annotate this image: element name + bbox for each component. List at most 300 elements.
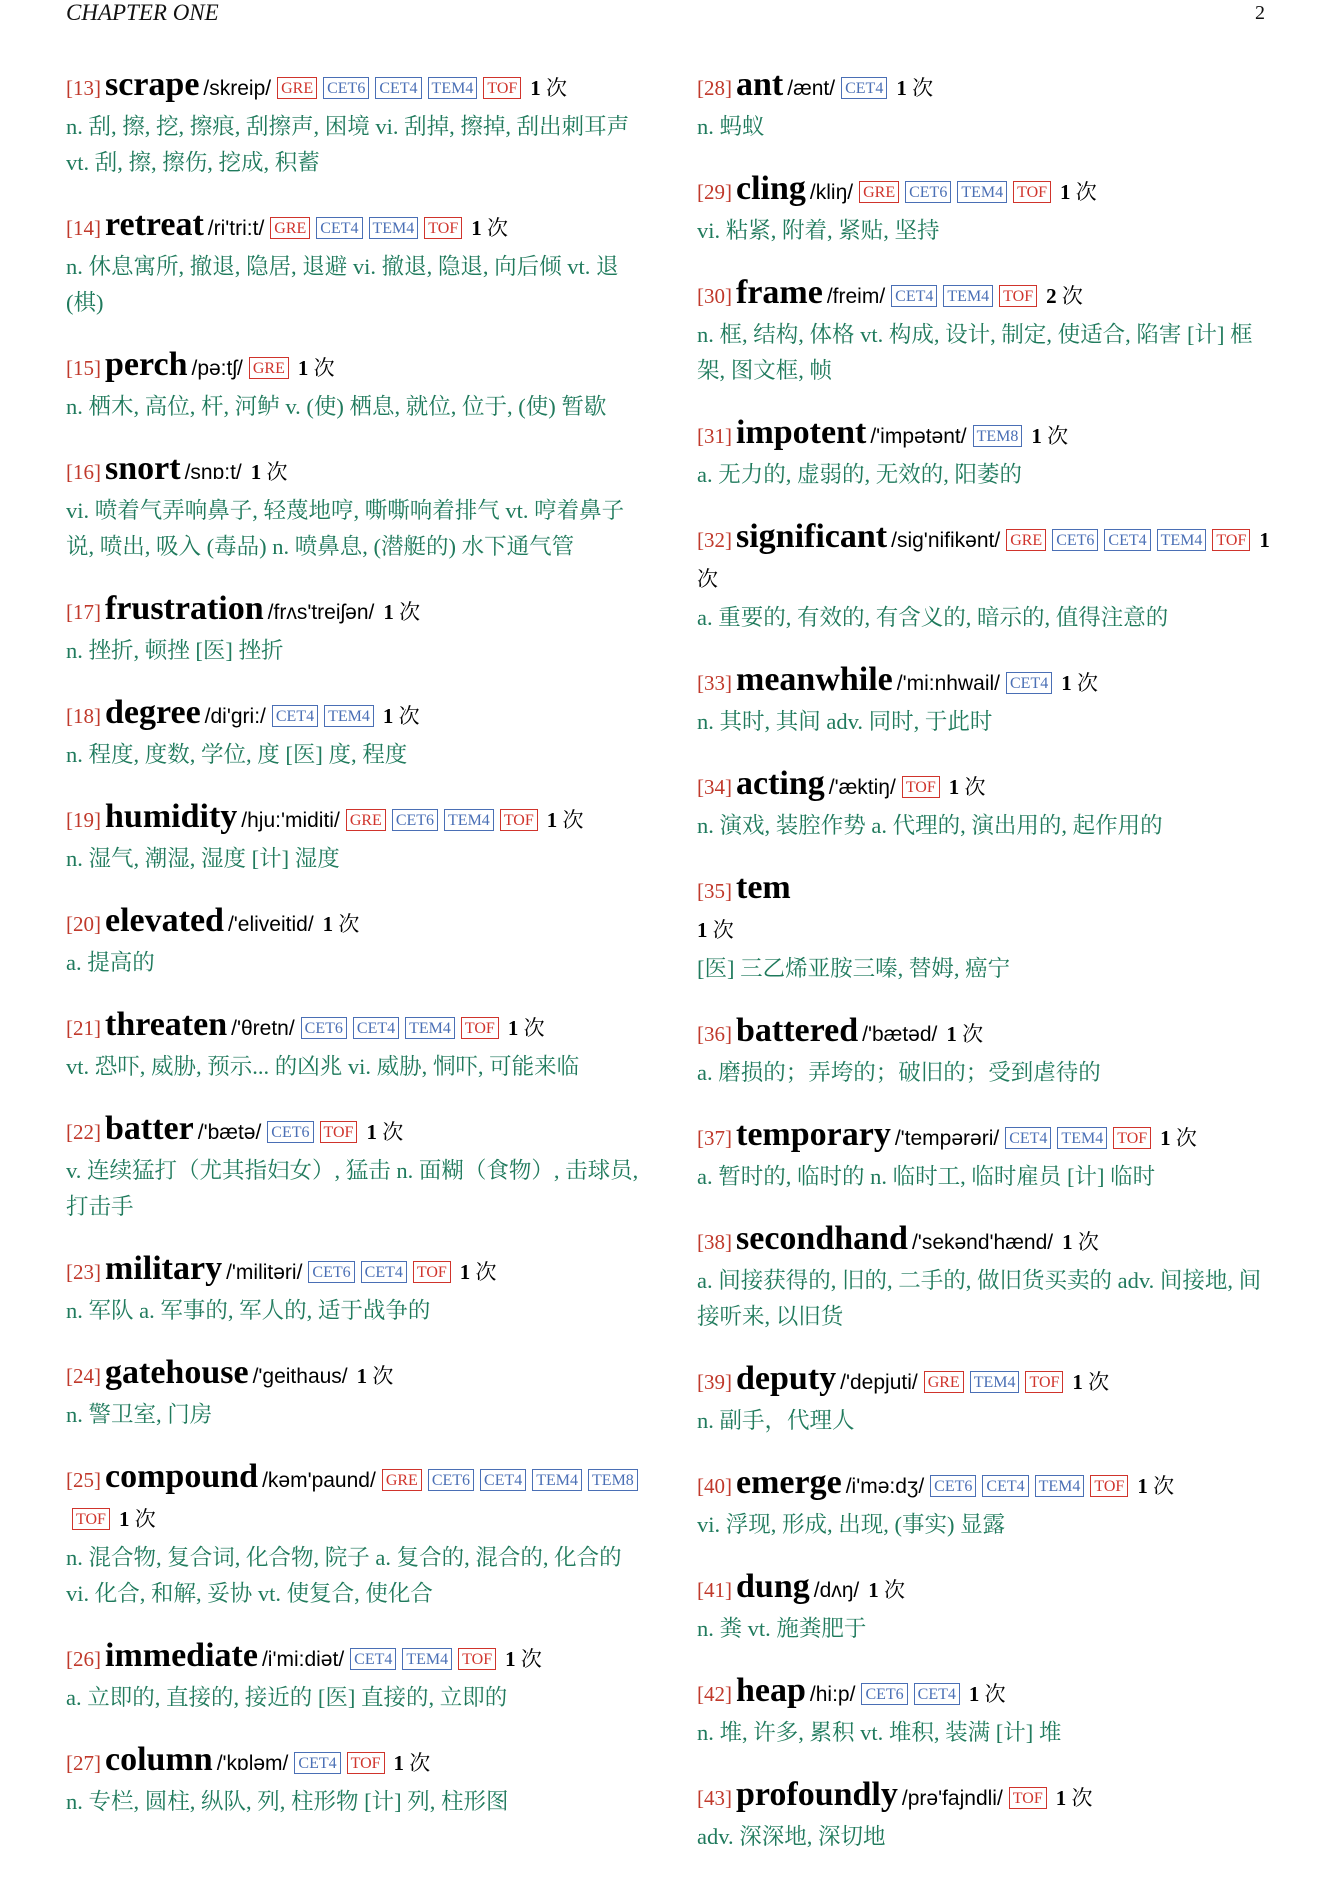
vocab-entry bbox=[697, 869, 1277, 987]
exam-tag-cet6: CET6 bbox=[428, 1469, 474, 1491]
entry-number: [14] bbox=[66, 216, 101, 240]
exam-tag-gre: GRE bbox=[277, 77, 317, 99]
occurrence-count bbox=[383, 600, 420, 624]
vocab-entry bbox=[66, 1741, 646, 1820]
count-number: 1 bbox=[968, 1682, 980, 1706]
phonetic: /'sekənd'hænd/ bbox=[911, 1231, 1054, 1254]
phonetic: /freim/ bbox=[826, 285, 886, 308]
vocab-entry bbox=[697, 661, 1277, 740]
phonetic: /pə:tʃ/ bbox=[191, 357, 243, 380]
entry-number: [31] bbox=[697, 424, 732, 448]
phonetic: /'bætəd/ bbox=[862, 1023, 938, 1046]
phonetic: /snɒ:t/ bbox=[184, 461, 242, 484]
count-number: 1 bbox=[118, 1507, 130, 1531]
headword: humidity bbox=[105, 798, 238, 835]
exam-tag-cet4: CET4 bbox=[316, 217, 362, 239]
count-number: 1 bbox=[1259, 528, 1270, 552]
entry-head bbox=[697, 1464, 1277, 1507]
count-unit: 次 bbox=[338, 912, 360, 936]
headword: ant bbox=[736, 66, 784, 103]
headword: acting bbox=[736, 765, 825, 802]
headword: elevated bbox=[105, 902, 224, 939]
exam-tag-cet4: CET4 bbox=[841, 77, 887, 99]
entry-head bbox=[66, 1110, 646, 1153]
vocab-entry bbox=[66, 1110, 646, 1225]
headword: snort bbox=[105, 450, 181, 487]
exam-tag-cet6: CET6 bbox=[308, 1261, 354, 1283]
definition: a. 磨损的；弄垮的；破旧的；受到虐待的 bbox=[697, 1060, 1101, 1085]
entry-number: [22] bbox=[66, 1120, 101, 1144]
entry-number: [16] bbox=[66, 460, 101, 484]
count-unit: 次 bbox=[266, 460, 288, 484]
entry-number: [24] bbox=[66, 1364, 101, 1388]
occurrence-count bbox=[298, 356, 335, 380]
exam-tag-cet4: CET4 bbox=[350, 1648, 396, 1670]
definition: vi. 浮现, 形成, 出现, (事实) 显露 bbox=[697, 1512, 1006, 1537]
exam-tag-gre: GRE bbox=[382, 1469, 422, 1491]
exam-tag-tem4: TEM4 bbox=[943, 285, 993, 307]
exam-tag-cet4: CET4 bbox=[353, 1017, 399, 1039]
entry-number: [20] bbox=[66, 912, 101, 936]
count-unit: 次 bbox=[134, 1507, 156, 1531]
exam-tag-tof: TOF bbox=[1025, 1371, 1063, 1393]
vocab-entry bbox=[66, 1354, 646, 1433]
definition: n. 混合物, 复合词, 化合物, 院子 a. 复合的, 混合的, 化合的 vi. 化合, 和解, 妥协 vt. 使复合, 使化合 bbox=[66, 1545, 622, 1606]
entry-number: [32] bbox=[697, 528, 732, 552]
entry-head bbox=[66, 1637, 646, 1680]
exam-tag-tof: TOF bbox=[483, 77, 521, 99]
vocab-entry bbox=[697, 765, 1277, 844]
entry-head bbox=[697, 274, 1277, 317]
headword: temporary bbox=[736, 1116, 891, 1153]
vocab-entry bbox=[66, 1250, 646, 1329]
exam-tag-cet4: CET4 bbox=[982, 1475, 1028, 1497]
count-unit: 次 bbox=[912, 76, 934, 100]
exam-tag-gre: GRE bbox=[1006, 529, 1046, 551]
definition: n. 粪 vt. 施粪肥于 bbox=[697, 1616, 867, 1641]
headword: column bbox=[105, 1741, 213, 1778]
headword: tem bbox=[736, 869, 791, 906]
vocab-entry bbox=[697, 1220, 1277, 1335]
count-number: 1 bbox=[505, 1647, 516, 1671]
exam-tag-cet4: CET4 bbox=[1005, 1127, 1051, 1149]
phonetic: /'geithaus/ bbox=[252, 1365, 348, 1388]
vocab-entry bbox=[697, 1360, 1277, 1439]
occurrence-count bbox=[1056, 1786, 1093, 1810]
entry-number: [36] bbox=[697, 1022, 732, 1046]
exam-tag-tem4: TEM4 bbox=[532, 1469, 582, 1491]
headword: deputy bbox=[736, 1360, 837, 1397]
count-unit: 次 bbox=[964, 775, 986, 799]
occurrence-count bbox=[1061, 671, 1098, 695]
count-unit: 次 bbox=[486, 216, 508, 240]
entry-number: [27] bbox=[66, 1751, 101, 1775]
exam-tag-gre: GRE bbox=[249, 357, 289, 379]
headword: frustration bbox=[105, 590, 264, 627]
vocab-entry bbox=[66, 1458, 646, 1612]
exam-tag-tem4: TEM4 bbox=[970, 1371, 1020, 1393]
count-number: 1 bbox=[471, 216, 482, 240]
exam-tag-cet6: CET6 bbox=[1052, 529, 1098, 551]
occurrence-count bbox=[323, 912, 360, 936]
entry-number: [37] bbox=[697, 1126, 732, 1150]
occurrence-count bbox=[1072, 1370, 1109, 1394]
exam-tag-tof: TOF bbox=[458, 1648, 496, 1670]
entry-number: [38] bbox=[697, 1230, 732, 1254]
count-number: 1 bbox=[1060, 180, 1071, 204]
definition: v. 连续猛打（尤其指妇女）, 猛击 n. 面糊（食物）, 击球员, 打击手 bbox=[66, 1158, 639, 1219]
phonetic: /'impətənt/ bbox=[870, 425, 967, 448]
occurrence-count bbox=[868, 1578, 905, 1602]
entry-head bbox=[66, 206, 646, 249]
definition: n. 其时, 其间 adv. 同时, 于此时 bbox=[697, 709, 993, 734]
vocab-entry bbox=[66, 590, 646, 669]
definition: n. 程度, 度数, 学位, 度 [医] 度, 程度 bbox=[66, 742, 408, 767]
exam-tag-tem4: TEM4 bbox=[1035, 1475, 1085, 1497]
definition: a. 重要的, 有效的, 有含义的, 暗示的, 值得注意的 bbox=[697, 605, 1169, 630]
headword: profoundly bbox=[736, 1776, 898, 1813]
headword: degree bbox=[105, 694, 201, 731]
count-unit: 次 bbox=[962, 1022, 984, 1046]
count-unit: 次 bbox=[1077, 1230, 1099, 1254]
count-unit: 次 bbox=[409, 1751, 431, 1775]
entry-number: [19] bbox=[66, 808, 101, 832]
phonetic: /'eliveitid/ bbox=[227, 913, 314, 936]
entry-head bbox=[697, 765, 1277, 808]
headword: heap bbox=[736, 1672, 806, 1709]
entry-number: [30] bbox=[697, 284, 732, 308]
exam-tag-gre: GRE bbox=[346, 809, 386, 831]
exam-tag-cet4: CET4 bbox=[1006, 672, 1052, 694]
phonetic: /ænt/ bbox=[787, 77, 836, 100]
entry-head bbox=[66, 590, 646, 633]
occurrence-count bbox=[460, 1260, 497, 1284]
count-unit: 次 bbox=[1153, 1474, 1175, 1498]
phonetic: /di'gri:/ bbox=[204, 705, 266, 728]
headword: emerge bbox=[736, 1464, 842, 1501]
entry-number: [33] bbox=[697, 671, 732, 695]
phonetic: /dʌŋ/ bbox=[813, 1579, 860, 1602]
count-number: 1 bbox=[1055, 1786, 1067, 1810]
count-number: 1 bbox=[948, 775, 960, 799]
exam-tag-cet6: CET6 bbox=[930, 1475, 976, 1497]
count-number: 1 bbox=[896, 76, 907, 100]
entry-head bbox=[66, 1741, 646, 1784]
count-unit: 次 bbox=[697, 567, 718, 591]
entry-number: [13] bbox=[66, 76, 101, 100]
occurrence-count bbox=[1160, 1126, 1197, 1150]
count-number: 1 bbox=[1062, 1230, 1073, 1254]
headword: compound bbox=[105, 1458, 259, 1495]
headword: cling bbox=[736, 170, 806, 207]
occurrence-count bbox=[505, 1647, 542, 1671]
headword: batter bbox=[105, 1110, 194, 1147]
count-number: 1 bbox=[393, 1751, 405, 1775]
definition: [医] 三乙烯亚胺三嗪, 替姆, 癌宁 bbox=[697, 956, 1011, 981]
entry-head bbox=[66, 1250, 646, 1293]
count-unit: 次 bbox=[1075, 180, 1097, 204]
count-unit: 次 bbox=[1076, 671, 1098, 695]
count-unit: 次 bbox=[562, 808, 584, 832]
phonetic: /'θretn/ bbox=[231, 1017, 295, 1040]
entry-head bbox=[697, 1568, 1277, 1611]
occurrence-count bbox=[1137, 1474, 1174, 1498]
phonetic: /kliŋ/ bbox=[809, 181, 854, 204]
count-unit: 次 bbox=[1088, 1370, 1110, 1394]
exam-tag-tem4: TEM4 bbox=[1157, 529, 1207, 551]
entry-number: [29] bbox=[697, 180, 732, 204]
exam-tag-tof: TOF bbox=[902, 776, 940, 798]
count-number: 1 bbox=[530, 76, 541, 100]
definition: n. 蚂蚁 bbox=[697, 114, 765, 139]
exam-tag-tem4: TEM4 bbox=[402, 1648, 452, 1670]
occurrence-count bbox=[547, 808, 584, 832]
exam-tag-cet4: CET4 bbox=[1104, 529, 1150, 551]
count-number: 1 bbox=[507, 1016, 519, 1040]
count-unit: 次 bbox=[1071, 1786, 1093, 1810]
exam-tag-tof: TOF bbox=[413, 1261, 451, 1283]
entry-head bbox=[66, 1354, 646, 1397]
occurrence-count bbox=[394, 1751, 431, 1775]
entry-head bbox=[66, 1458, 646, 1540]
entry-head bbox=[697, 170, 1277, 213]
vocab-entry bbox=[697, 170, 1277, 249]
vocab-entry bbox=[697, 274, 1277, 389]
phonetic: /hju:'miditi/ bbox=[241, 809, 340, 832]
vocab-entry bbox=[697, 1568, 1277, 1647]
entry-head bbox=[697, 1776, 1277, 1819]
count-unit: 次 bbox=[399, 600, 421, 624]
count-number: 1 bbox=[297, 356, 309, 380]
entry-number: [39] bbox=[697, 1370, 732, 1394]
count-number: 1 bbox=[1072, 1370, 1083, 1394]
entry-head bbox=[66, 1006, 646, 1049]
definition: n. 刮, 擦, 挖, 擦痕, 刮擦声, 困境 vi. 刮掉, 擦掉, 刮出刺耳声 vt. 刮, 擦, 擦伤, 挖成, 积蓄 bbox=[66, 114, 630, 175]
headword: battered bbox=[736, 1012, 859, 1049]
entry-number: [26] bbox=[66, 1647, 101, 1671]
phonetic: /skreip/ bbox=[203, 77, 272, 100]
entry-head bbox=[697, 1360, 1277, 1403]
exam-tag-cet6: CET6 bbox=[301, 1017, 347, 1039]
count-number: 1 bbox=[250, 460, 262, 484]
entry-head bbox=[66, 450, 646, 493]
vocab-entry bbox=[697, 1116, 1277, 1195]
count-unit: 次 bbox=[475, 1260, 497, 1284]
entry-number: [43] bbox=[697, 1786, 732, 1810]
page-header bbox=[0, 0, 1322, 40]
count-unit: 次 bbox=[1175, 1126, 1197, 1150]
phonetic: /kəm'paund/ bbox=[262, 1469, 376, 1492]
phonetic: /ri'tri:t/ bbox=[207, 217, 265, 240]
occurrence-count bbox=[366, 1120, 403, 1144]
definition: n. 堆, 许多, 累积 vt. 堆积, 装满 [计] 堆 bbox=[697, 1720, 1062, 1745]
count-unit: 次 bbox=[382, 1120, 404, 1144]
exam-tag-cet6: CET6 bbox=[905, 181, 951, 203]
entry-head bbox=[697, 1220, 1277, 1263]
definition: a. 暂时的, 临时的 n. 临时工, 临时雇员 [计] 临时 bbox=[697, 1164, 1156, 1189]
exam-tag-tof: TOF bbox=[999, 285, 1037, 307]
occurrence-count bbox=[1062, 1230, 1099, 1254]
entry-head bbox=[697, 518, 1277, 600]
count-unit: 次 bbox=[1061, 284, 1083, 308]
count-number: 1 bbox=[322, 912, 334, 936]
exam-tag-cet6: CET6 bbox=[861, 1683, 907, 1705]
exam-tag-tem8: TEM8 bbox=[973, 425, 1023, 447]
left-column bbox=[66, 66, 646, 1845]
headword: dung bbox=[736, 1568, 810, 1605]
entry-number: [40] bbox=[697, 1474, 732, 1498]
occurrence-count bbox=[1031, 424, 1068, 448]
entry-number: [42] bbox=[697, 1682, 732, 1706]
vocab-entry bbox=[66, 450, 646, 565]
vocab-entry bbox=[697, 1776, 1277, 1855]
headword: retreat bbox=[105, 206, 204, 243]
phonetic: /hi:p/ bbox=[809, 1683, 856, 1706]
definition: n. 湿气, 潮湿, 湿度 [计] 湿度 bbox=[66, 846, 340, 871]
vocab-entry bbox=[697, 66, 1277, 145]
entry-number: [35] bbox=[697, 879, 732, 903]
vocab-entry bbox=[66, 798, 646, 877]
count-unit: 次 bbox=[398, 704, 420, 728]
count-number: 1 bbox=[459, 1260, 471, 1284]
exam-tag-cet6: CET6 bbox=[323, 77, 369, 99]
exam-tag-tem4: TEM4 bbox=[369, 217, 419, 239]
entry-number: [23] bbox=[66, 1260, 101, 1284]
vocab-entry bbox=[697, 414, 1277, 493]
occurrence-count bbox=[357, 1364, 394, 1388]
count-number: 1 bbox=[1031, 424, 1042, 448]
count-unit: 次 bbox=[520, 1647, 542, 1671]
vocab-entry bbox=[66, 1637, 646, 1716]
occurrence-count bbox=[697, 918, 734, 942]
occurrence-count bbox=[251, 460, 288, 484]
exam-tag-cet4: CET4 bbox=[914, 1683, 960, 1705]
headword: impotent bbox=[736, 414, 867, 451]
definition: a. 立即的, 直接的, 接近的 [医] 直接的, 立即的 bbox=[66, 1685, 508, 1710]
entry-head bbox=[697, 1672, 1277, 1715]
entry-head bbox=[697, 661, 1277, 704]
definition: vt. 恐吓, 威胁, 预示... 的凶兆 vi. 威胁, 恫吓, 可能来临 bbox=[66, 1054, 580, 1079]
entry-head bbox=[66, 902, 646, 945]
right-column bbox=[697, 66, 1277, 1880]
headword: significant bbox=[736, 518, 888, 555]
exam-tag-tof: TOF bbox=[1090, 1475, 1128, 1497]
headword: secondhand bbox=[736, 1220, 908, 1257]
occurrence-count bbox=[508, 1016, 545, 1040]
vocab-entry bbox=[66, 902, 646, 981]
count-number: 1 bbox=[946, 1022, 957, 1046]
count-number: 1 bbox=[1137, 1474, 1148, 1498]
vocab-entry bbox=[697, 518, 1277, 636]
definition: a. 无力的, 虚弱的, 无效的, 阳萎的 bbox=[697, 462, 1022, 487]
entry-number: [34] bbox=[697, 775, 732, 799]
entry-number: [15] bbox=[66, 356, 101, 380]
count-unit: 次 bbox=[546, 76, 568, 100]
occurrence-count bbox=[946, 1022, 983, 1046]
headword: immediate bbox=[105, 1637, 258, 1674]
exam-tag-tem4: TEM4 bbox=[405, 1017, 455, 1039]
chapter-title: CHAPTER ONE bbox=[66, 0, 219, 25]
entry-number: [28] bbox=[697, 76, 732, 100]
definition: a. 间接获得的, 旧的, 二手的, 做旧货买卖的 adv. 间接地, 间接听来, 以旧货 bbox=[697, 1268, 1262, 1329]
exam-tag-cet4: CET4 bbox=[480, 1469, 526, 1491]
headword: military bbox=[105, 1250, 223, 1287]
exam-tag-tof: TOF bbox=[347, 1752, 385, 1774]
exam-tag-gre: GRE bbox=[859, 181, 899, 203]
vocab-entry bbox=[66, 66, 646, 181]
headword: frame bbox=[736, 274, 823, 311]
count-number: 1 bbox=[1061, 671, 1072, 695]
count-number: 1 bbox=[697, 918, 708, 942]
exam-tag-tem4: TEM4 bbox=[957, 181, 1007, 203]
phonetic: /'militəri/ bbox=[226, 1261, 303, 1284]
exam-tag-tem4: TEM4 bbox=[444, 809, 494, 831]
headword: scrape bbox=[105, 66, 200, 103]
phonetic: /'tempərəri/ bbox=[894, 1127, 1000, 1150]
entry-head bbox=[697, 414, 1277, 457]
phonetic: /'æktiŋ/ bbox=[828, 776, 896, 799]
occurrence-count bbox=[530, 76, 567, 100]
definition: n. 警卫室, 门房 bbox=[66, 1402, 213, 1427]
definition: n. 挫折, 顿挫 [医] 挫折 bbox=[66, 638, 284, 663]
headword: threaten bbox=[105, 1006, 228, 1043]
phonetic: /'mi:nhwail/ bbox=[896, 672, 1000, 695]
entry-number: [41] bbox=[697, 1578, 732, 1602]
occurrence-count bbox=[969, 1682, 1006, 1706]
headword: perch bbox=[105, 346, 188, 383]
vocab-entry bbox=[66, 346, 646, 425]
count-number: 1 bbox=[366, 1120, 377, 1144]
entry-number: [25] bbox=[66, 1468, 101, 1492]
count-number: 2 bbox=[1046, 284, 1057, 308]
exam-tag-tof: TOF bbox=[1113, 1127, 1151, 1149]
count-number: 1 bbox=[382, 704, 394, 728]
definition: a. 提高的 bbox=[66, 950, 155, 975]
count-number: 1 bbox=[1160, 1126, 1171, 1150]
occurrence-count bbox=[1046, 284, 1083, 308]
exam-tag-tem4: TEM4 bbox=[324, 705, 374, 727]
exam-tag-gre: GRE bbox=[924, 1371, 964, 1393]
definition: n. 军队 a. 军事的, 军人的, 适于战争的 bbox=[66, 1298, 431, 1323]
definition: n. 副手，代理人 bbox=[697, 1408, 855, 1433]
entry-head bbox=[697, 66, 1277, 109]
exam-tag-tof: TOF bbox=[1013, 181, 1051, 203]
definition: n. 演戏, 装腔作势 a. 代理的, 演出用的, 起作用的 bbox=[697, 813, 1163, 838]
headword: gatehouse bbox=[105, 1354, 249, 1391]
count-unit: 次 bbox=[372, 1364, 394, 1388]
exam-tag-tem4: TEM4 bbox=[1057, 1127, 1107, 1149]
vocab-entry bbox=[697, 1012, 1277, 1091]
phonetic: /'kɒləm/ bbox=[216, 1752, 289, 1775]
exam-tag-cet4: CET4 bbox=[891, 285, 937, 307]
occurrence-count bbox=[949, 775, 986, 799]
occurrence-count bbox=[1060, 180, 1097, 204]
phonetic: /'depjuti/ bbox=[840, 1371, 918, 1394]
count-number: 1 bbox=[868, 1578, 879, 1602]
phonetic: /i'mi:diət/ bbox=[261, 1648, 345, 1671]
count-unit: 次 bbox=[712, 918, 734, 942]
vocab-entry bbox=[66, 694, 646, 773]
exam-tag-gre: GRE bbox=[270, 217, 310, 239]
exam-tag-cet6: CET6 bbox=[267, 1121, 313, 1143]
definition: n. 专栏, 圆柱, 纵队, 列, 柱形物 [计] 列, 柱形图 bbox=[66, 1789, 509, 1814]
vocab-entry bbox=[66, 1006, 646, 1085]
occurrence-count bbox=[471, 216, 508, 240]
exam-tag-tem8: TEM8 bbox=[588, 1469, 638, 1491]
definition: n. 休息寓所, 撤退, 隐居, 退避 vi. 撤退, 隐退, 向后倾 vt. 退 (棋) bbox=[66, 254, 619, 315]
count-unit: 次 bbox=[1047, 424, 1069, 448]
vocab-entry bbox=[66, 206, 646, 321]
